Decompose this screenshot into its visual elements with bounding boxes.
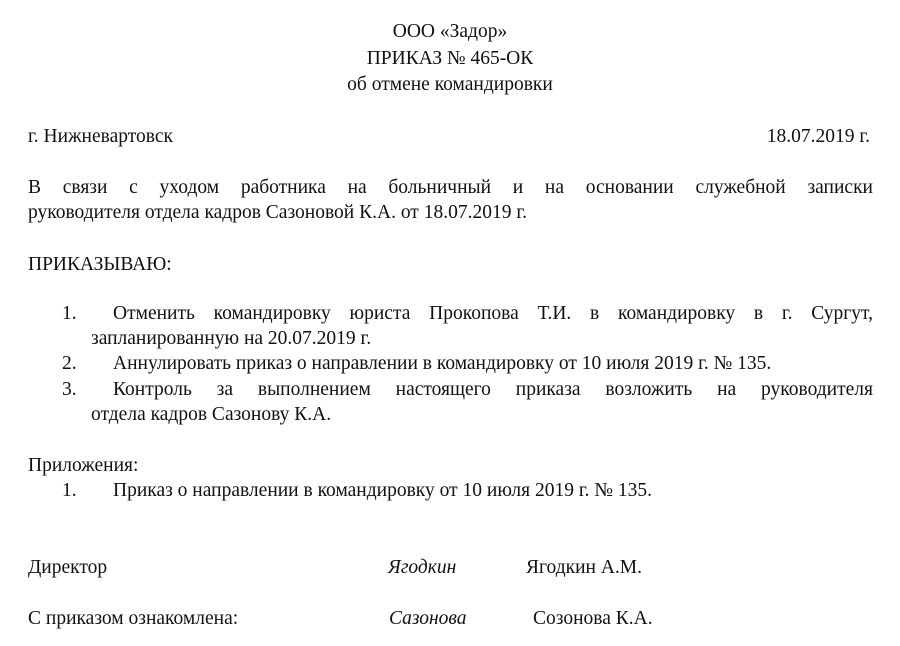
item-number: 1.	[62, 303, 77, 324]
order-title: ПРИКАЗ № 465-ОК	[366, 48, 534, 69]
item-line: отдела кадров Сазонову К.А.	[91, 404, 332, 425]
signer-role: Директор	[28, 557, 108, 578]
preamble-line-1: В связи с уходом работника на больничный и на основании служебной записки	[28, 177, 873, 198]
signer-name: Ягодкин А.М.	[526, 557, 643, 578]
handwritten-signature: Ягодкин	[388, 557, 457, 578]
attachment-text: Приказ о направлении в командировку от 10 июля 2019 г. № 135.	[113, 480, 653, 501]
item-number: 2.	[62, 353, 77, 374]
item-line: Контроль за выполнением настоящего приказа возложить на руководителя	[113, 379, 873, 400]
signer-name: Созонова К.А.	[533, 608, 653, 629]
organization-name: ООО «Задор»	[392, 21, 508, 42]
preamble-line-2: руководителя отдела кадров Сазоновой К.А. от 18.07.2019 г.	[28, 202, 528, 223]
order-date: 18.07.2019 г.	[766, 126, 870, 147]
item-number: 3.	[62, 379, 77, 400]
item-line: Аннулировать приказ о направлении в командировку от 10 июля 2019 г. № 135.	[113, 353, 772, 374]
handwritten-signature: Сазонова	[389, 608, 467, 629]
order-subject: об отмене командировки	[347, 74, 553, 95]
attachment-number: 1.	[62, 480, 77, 501]
order-word: ПРИКАЗЫВАЮ:	[28, 254, 172, 275]
item-line: запланированную на 20.07.2019 г.	[91, 328, 372, 349]
item-line: Отменить командировку юриста Прокопова Т.И. в командировку в г. Сургут,	[113, 303, 873, 324]
attachments-heading: Приложения:	[28, 455, 139, 476]
signer-role: С приказом ознакомлена:	[28, 608, 239, 629]
city: г. Нижневартовск	[28, 126, 173, 147]
